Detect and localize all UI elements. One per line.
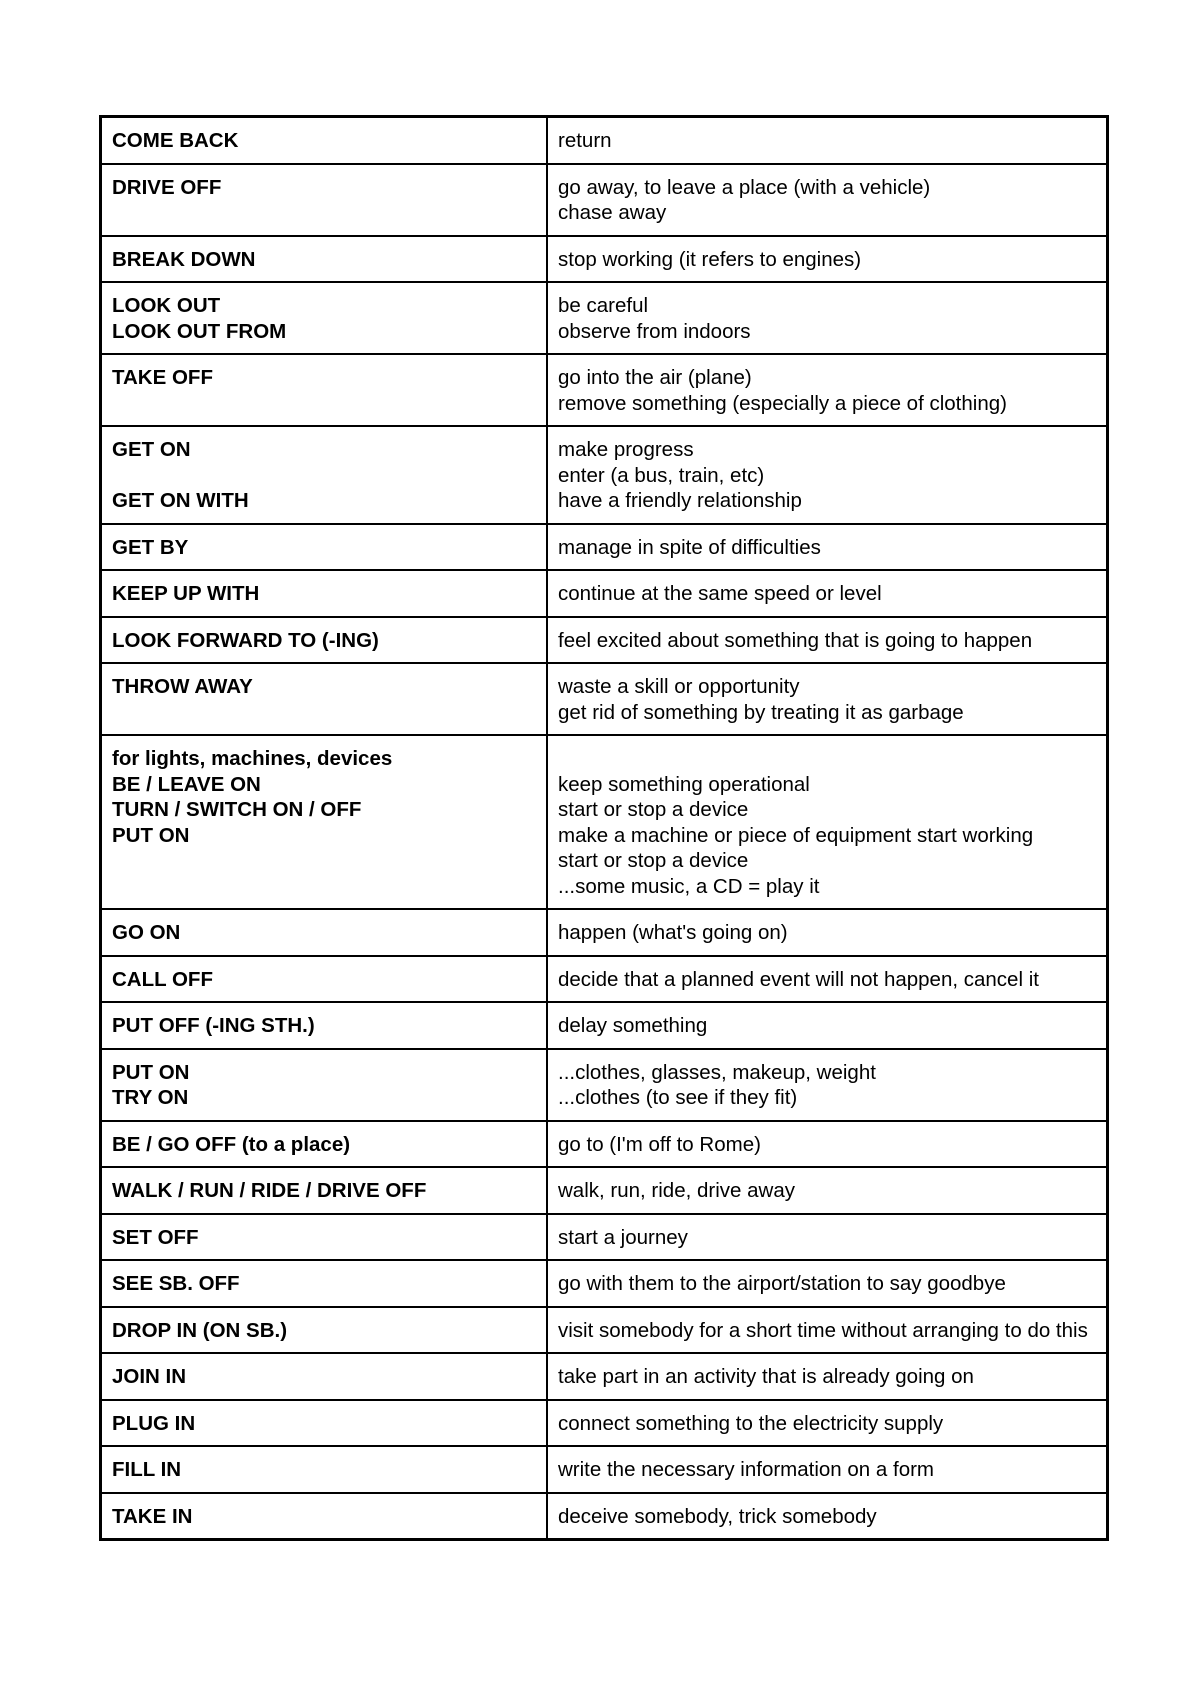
meaning-cell: [547, 1167, 1108, 1214]
meaning-text: happen (what's going on): [558, 921, 788, 944]
phrasal-verb-cell: [101, 1002, 548, 1049]
phrasal-verb: GET ON: [112, 438, 191, 461]
meaning-cell: [547, 354, 1108, 426]
table-row: [101, 1214, 1108, 1261]
phrasal-verb: GET BY: [112, 535, 189, 559]
meaning-cell: [547, 1307, 1108, 1354]
table-row: [101, 1121, 1108, 1168]
phrasal-verb-cell: [101, 1260, 548, 1307]
phrasal-verb-cell: [101, 663, 548, 735]
meaning-text: write the necessary information on a form: [558, 1458, 934, 1481]
phrasal-verb-cell: [101, 735, 548, 909]
phrasal-verb-cell: [101, 1049, 548, 1121]
meaning-text: make a machine or piece of equipment start working: [558, 823, 1034, 847]
table-row: [101, 282, 1108, 354]
meaning-text: deceive somebody, trick somebody: [558, 1504, 877, 1528]
meaning-text: ...clothes (to see if they fit): [558, 1086, 798, 1109]
table-row: [101, 236, 1108, 283]
meaning-cell: [547, 426, 1108, 524]
phrasal-verb: KEEP UP WITH: [112, 582, 260, 605]
meaning-text: make progress: [558, 438, 694, 461]
phrasal-verb: PUT ON: [112, 1060, 190, 1084]
meaning-text: enter (a bus, train, etc): [558, 463, 765, 487]
table-row: [101, 1400, 1108, 1447]
meaning-text: have a friendly relationship: [558, 489, 802, 512]
phrasal-verb-cell: [101, 1167, 548, 1214]
phrasal-verb-cell: [101, 282, 548, 354]
phrasal-verb-cell: [101, 117, 548, 164]
phrasal-verb: FILL IN: [112, 1458, 182, 1481]
phrasal-verb-cell: [101, 1353, 548, 1400]
phrasal-verb-cell: [101, 570, 548, 617]
table-row: [101, 956, 1108, 1003]
phrasal-verb: TRY ON: [112, 1086, 189, 1109]
table-row: [101, 1167, 1108, 1214]
table-body: [101, 117, 1108, 1540]
meaning-cell: [547, 1493, 1108, 1540]
meaning-text: go away, to leave a place (with a vehicle): [558, 175, 931, 199]
meaning-text: waste a skill or opportunity: [558, 675, 800, 698]
phrasal-verb-cell: [101, 354, 548, 426]
phrasal-verb-cell: [101, 617, 548, 664]
meaning-text: ...some music, a CD = play it: [558, 874, 820, 898]
phrasal-verb-cell: [101, 1307, 548, 1354]
meaning-text: ...clothes, glasses, makeup, weight: [558, 1060, 876, 1084]
document-page: [99, 115, 1109, 1541]
phrasal-verb-cell: [101, 1493, 548, 1540]
table-row: [101, 735, 1108, 909]
meaning-cell: [547, 1400, 1108, 1447]
table-row: [101, 524, 1108, 571]
meaning-text: go with them to the airport/station to say goodbye: [558, 1272, 1006, 1295]
table-row: [101, 1002, 1108, 1049]
meaning-text: go to (I'm off to Rome): [558, 1132, 761, 1156]
meaning-cell: [547, 617, 1108, 664]
phrasal-verb: BE / LEAVE ON: [112, 772, 261, 796]
meaning-text: delay something: [558, 1014, 708, 1037]
meaning-text: visit somebody for a short time without arranging to do this: [558, 1318, 1088, 1342]
table-row: [101, 354, 1108, 426]
meaning-cell: [547, 1260, 1108, 1307]
table-row: [101, 1446, 1108, 1493]
meaning-text: stop working (it refers to engines): [558, 247, 862, 271]
phrasal-verb: THROW AWAY: [112, 675, 253, 698]
meaning-text: observe from indoors: [558, 319, 751, 343]
phrasal-verb: WALK / RUN / RIDE / DRIVE OFF: [112, 1179, 427, 1202]
blank-line: [558, 746, 1096, 772]
phrasal-verb-cell: [101, 426, 548, 524]
table-row: [101, 164, 1108, 236]
phrasal-verb-cell: [101, 236, 548, 283]
phrasal-verb: GET ON WITH: [112, 489, 249, 512]
phrasal-verb-cell: [101, 164, 548, 236]
phrasal-verb: BE / GO OFF (to a place): [112, 1132, 351, 1156]
meaning-cell: [547, 909, 1108, 956]
meaning-text: connect something to the electricity supply: [558, 1411, 944, 1435]
meaning-text: take part in an activity that is already going on: [558, 1365, 974, 1388]
table-row: [101, 617, 1108, 664]
phrasal-verb: DRIVE OFF: [112, 175, 222, 199]
meaning-text: start or stop a device: [558, 798, 749, 821]
phrasal-verb-cell: [101, 1446, 548, 1493]
table-row: [101, 1353, 1108, 1400]
meaning-cell: [547, 164, 1108, 236]
meaning-text: be careful: [558, 294, 649, 317]
meaning-cell: [547, 663, 1108, 735]
meaning-cell: [547, 236, 1108, 283]
meaning-cell: [547, 1002, 1108, 1049]
meaning-text: manage in spite of difficulties: [558, 535, 821, 559]
phrasal-verb: TURN / SWITCH ON / OFF: [112, 798, 362, 821]
table-row: [101, 117, 1108, 164]
phrasal-verb: TAKE IN: [112, 1504, 193, 1528]
meaning-cell: [547, 1214, 1108, 1261]
phrasal-verb: CALL OFF: [112, 967, 213, 991]
phrasal-verb: PLUG IN: [112, 1411, 196, 1435]
phrasal-verb-cell: [101, 524, 548, 571]
table-row: [101, 1260, 1108, 1307]
meaning-cell: [547, 524, 1108, 571]
meaning-cell: [547, 117, 1108, 164]
phrasal-verb: LOOK FORWARD TO (-ING): [112, 628, 379, 652]
table-row: [101, 663, 1108, 735]
phrasal-verb-cell: [101, 909, 548, 956]
meaning-cell: [547, 1049, 1108, 1121]
meaning-cell: [547, 956, 1108, 1003]
meaning-text: walk, run, ride, drive away: [558, 1179, 795, 1202]
meaning-text: chase away: [558, 201, 667, 224]
blank-line: [112, 463, 536, 489]
table-row: [101, 909, 1108, 956]
meaning-text: go into the air (plane): [558, 366, 752, 389]
phrasal-verb: LOOK OUT: [112, 294, 221, 317]
table-row: [101, 1049, 1108, 1121]
meaning-text: return: [558, 129, 612, 152]
table-row: [101, 1493, 1108, 1540]
meaning-text: feel excited about something that is going to happen: [558, 628, 1033, 652]
phrasal-verb: PUT ON: [112, 823, 190, 847]
table-row: [101, 1307, 1108, 1354]
meaning-cell: [547, 282, 1108, 354]
meaning-text: keep something operational: [558, 772, 810, 796]
meaning-cell: [547, 570, 1108, 617]
phrasal-verb-cell: [101, 1214, 548, 1261]
phrasal-verb: DROP IN (ON SB.): [112, 1318, 288, 1342]
meaning-cell: [547, 1121, 1108, 1168]
meaning-text: get rid of something by treating it as garbage: [558, 700, 964, 724]
phrasal-verb: BREAK DOWN: [112, 247, 256, 271]
table-row: [101, 426, 1108, 524]
meaning-text: continue at the same speed or level: [558, 582, 882, 605]
phrasal-verb: TAKE OFF: [112, 366, 213, 389]
meaning-cell: [547, 735, 1108, 909]
phrasal-verb: SEE SB. OFF: [112, 1272, 240, 1295]
phrasal-verb: JOIN IN: [112, 1365, 187, 1388]
phrasal-verbs-table: [99, 115, 1109, 1541]
meaning-text: start a journey: [558, 1225, 688, 1249]
meaning-cell: [547, 1353, 1108, 1400]
meaning-text: decide that a planned event will not happen, cancel it: [558, 967, 1039, 991]
phrasal-verb-cell: [101, 1121, 548, 1168]
phrasal-verb: PUT OFF (-ING STH.): [112, 1014, 315, 1037]
meaning-text: remove something (especially a piece of clothing): [558, 391, 1007, 415]
meaning-cell: [547, 1446, 1108, 1493]
phrasal-verb: for lights, machines, devices: [112, 747, 393, 770]
phrasal-verb-cell: [101, 1400, 548, 1447]
meaning-text: start or stop a device: [558, 849, 749, 872]
phrasal-verb-cell: [101, 956, 548, 1003]
phrasal-verb: COME BACK: [112, 129, 239, 152]
table-row: [101, 570, 1108, 617]
phrasal-verb: SET OFF: [112, 1225, 199, 1249]
phrasal-verb: LOOK OUT FROM: [112, 319, 287, 343]
phrasal-verb: GO ON: [112, 921, 181, 944]
